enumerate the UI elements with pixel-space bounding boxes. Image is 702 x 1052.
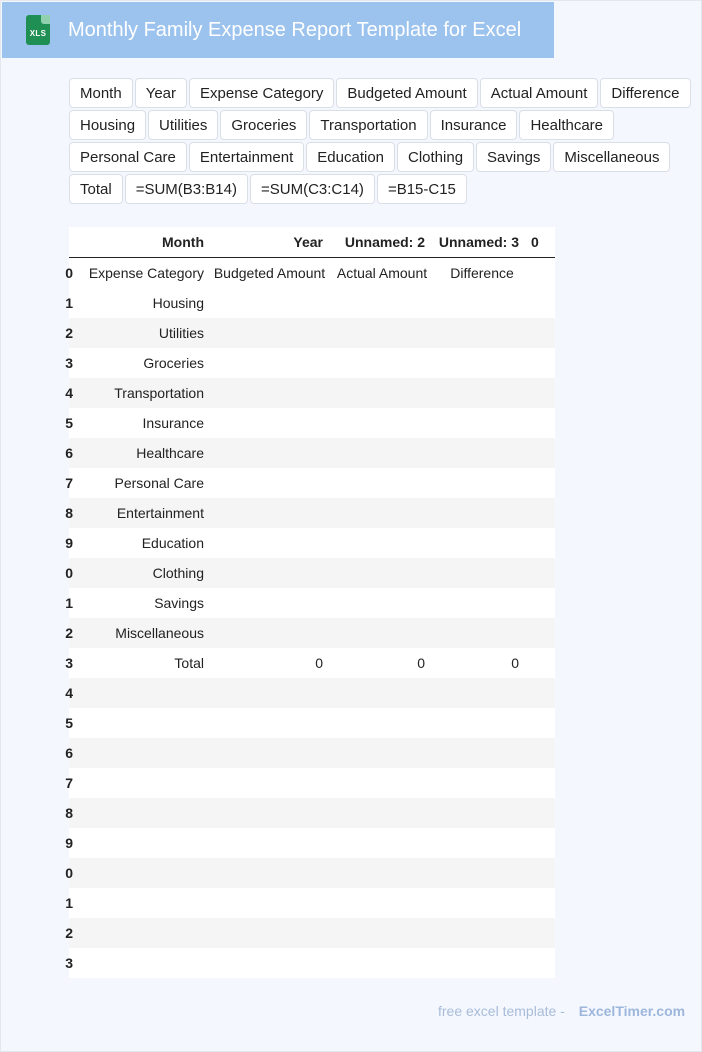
keyword-chip: =SUM(C3:C14) xyxy=(250,174,375,204)
table-row xyxy=(65,588,555,618)
table-row xyxy=(65,318,555,348)
table-row xyxy=(65,348,555,378)
row-index: 2 xyxy=(65,325,73,341)
keyword-chip: =SUM(B3:B14) xyxy=(125,174,248,204)
keyword-chip: Transportation xyxy=(309,110,427,140)
table-cell: Housing xyxy=(152,295,204,311)
table-cell: Total xyxy=(174,655,204,671)
table-row xyxy=(65,528,555,558)
footer-prefix: free excel template - xyxy=(438,1003,565,1019)
footer-credit xyxy=(438,1003,685,1019)
column-header: Unnamed: 3 xyxy=(438,234,519,250)
row-index: 0 xyxy=(65,865,73,881)
table-cell: Insurance xyxy=(142,415,204,431)
table-row xyxy=(65,438,555,468)
row-index: 9 xyxy=(65,835,73,851)
table-row xyxy=(65,858,555,888)
row-index: 6 xyxy=(65,445,73,461)
keyword-chip: Housing xyxy=(69,110,146,140)
table-row xyxy=(65,288,555,318)
footer-brand-link[interactable]: ExcelTimer.com xyxy=(578,1003,686,1019)
table-row xyxy=(65,468,555,498)
keyword-chip: Difference xyxy=(600,78,690,108)
table-row xyxy=(65,888,555,918)
row-index: 3 xyxy=(65,655,73,671)
row-index: 2 xyxy=(65,625,73,641)
column-header: 0 xyxy=(531,234,539,250)
row-index: 9 xyxy=(65,535,73,551)
keyword-chip: Personal Care xyxy=(69,142,187,172)
keyword-chip: Month xyxy=(69,78,133,108)
column-header: Year xyxy=(293,234,323,250)
row-index: 0 xyxy=(65,565,73,581)
row-index: 5 xyxy=(65,415,73,431)
row-index: 0 xyxy=(65,265,73,281)
table-row xyxy=(65,678,555,708)
keyword-chip: Clothing xyxy=(397,142,474,172)
row-index: 7 xyxy=(65,475,73,491)
table-cell: Education xyxy=(141,535,204,551)
row-index: 7 xyxy=(65,775,73,791)
column-header: Unnamed: 2 xyxy=(344,234,425,250)
row-index: 1 xyxy=(65,895,73,911)
table-row xyxy=(65,378,555,408)
keyword-chip: Healthcare xyxy=(519,110,614,140)
keyword-chip: Groceries xyxy=(220,110,307,140)
keyword-chip: Entertainment xyxy=(189,142,304,172)
table-cell: 0 xyxy=(417,655,425,671)
table-cell: Budgeted Amount xyxy=(213,265,326,281)
keyword-chip: Utilities xyxy=(148,110,218,140)
table-cell: Actual Amount xyxy=(336,265,428,281)
table-row xyxy=(65,948,555,978)
row-index: 3 xyxy=(65,955,73,971)
table-cell: 0 xyxy=(315,655,323,671)
keyword-chip: Expense Category xyxy=(189,78,334,108)
title-banner xyxy=(2,2,554,58)
excel-file-icon: XLS xyxy=(26,15,50,45)
row-index: 5 xyxy=(65,715,73,731)
table-cell: Entertainment xyxy=(116,505,204,521)
keyword-chip: Year xyxy=(135,78,187,108)
table-header-row xyxy=(69,227,555,258)
row-index: 4 xyxy=(65,685,73,701)
table-cell: Difference xyxy=(450,265,514,281)
table-cell: Personal Care xyxy=(114,475,204,491)
keyword-chip: Budgeted Amount xyxy=(336,78,477,108)
row-index: 8 xyxy=(65,505,73,521)
keyword-chip: Savings xyxy=(476,142,551,172)
keyword-chip: Insurance xyxy=(430,110,518,140)
row-index: 1 xyxy=(65,595,73,611)
row-index: 8 xyxy=(65,805,73,821)
table-cell: 0 xyxy=(511,655,519,671)
row-index: 4 xyxy=(65,385,73,401)
table-cell: Savings xyxy=(154,595,204,611)
keyword-chip: Education xyxy=(306,142,395,172)
table-row xyxy=(65,828,555,858)
table-cell: Miscellaneous xyxy=(115,625,204,641)
keyword-chip: Miscellaneous xyxy=(553,142,670,172)
column-header: Month xyxy=(162,234,204,250)
table-cell: Utilities xyxy=(158,325,204,341)
row-index: 1 xyxy=(65,295,73,311)
table-cell: Healthcare xyxy=(136,445,204,461)
row-index: 3 xyxy=(65,355,73,371)
table-row xyxy=(65,498,555,528)
table-cell: Transportation xyxy=(114,385,204,401)
table-row xyxy=(65,618,555,648)
table-row xyxy=(65,738,555,768)
keyword-chip: Actual Amount xyxy=(480,78,599,108)
table-body xyxy=(65,258,555,978)
table-cell: Clothing xyxy=(152,565,204,581)
table-row xyxy=(65,558,555,588)
table-row xyxy=(65,798,555,828)
table-row xyxy=(65,258,555,288)
keyword-chip: Total xyxy=(69,174,123,204)
table-row xyxy=(65,918,555,948)
table-row xyxy=(65,708,555,738)
keyword-chip: =B15-C15 xyxy=(377,174,467,204)
table-cell: Groceries xyxy=(143,355,204,371)
page-title: Monthly Family Expense Report Template for Excel xyxy=(68,18,522,41)
row-index: 6 xyxy=(65,745,73,761)
data-table xyxy=(65,227,555,978)
table-row xyxy=(65,768,555,798)
keyword-chips xyxy=(69,78,699,204)
table-cell: Expense Category xyxy=(88,265,204,281)
table-row xyxy=(65,648,555,678)
table-row xyxy=(65,408,555,438)
row-index: 2 xyxy=(65,925,73,941)
